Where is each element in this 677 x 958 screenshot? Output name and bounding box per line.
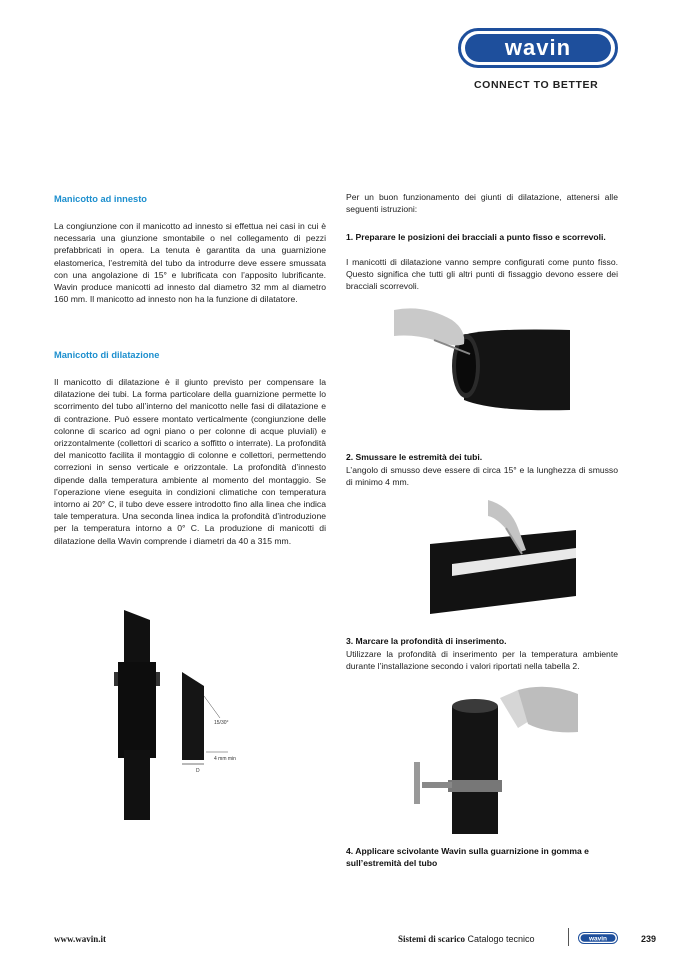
logo-text: wavin	[504, 35, 572, 60]
footer-logo-text: wavin	[588, 935, 608, 943]
footer-url[interactable]: www.wavin.it	[54, 934, 107, 944]
footer-catalog	[398, 934, 535, 944]
footer-wavin-logo	[578, 932, 618, 944]
angle-label: 15/30°	[214, 720, 229, 726]
intro-text: Per un buon funzionamento dei giunti di dilatazione, attenersi alle seguenti istruzioni:	[346, 192, 618, 215]
seal-right	[156, 672, 160, 686]
footer-catalog-bold: Sistemi di scarico	[398, 934, 465, 944]
photo-pipe-marking	[394, 300, 570, 418]
step-4-title: 4. Applicare scivolante Wavin sulla guarnizione in gomma e sull’estremità del tubo	[346, 846, 589, 869]
seal-left	[114, 672, 118, 686]
chamfer-pipe	[182, 672, 204, 760]
step-1-title: 1. Preparare le posizioni dei bracciali a punto fisso e scorrevoli.	[346, 232, 606, 242]
step-2-body: L’angolo di smusso deve essere di circa 15° e la lunghezza di smusso di minimo 4 mm.	[346, 465, 618, 488]
section-body-dilatazione: Il manicotto di dilatazione è il giunto previsto per compensare la dilatazione dei tubi. La forma particolare della guarnizione permette lo scorrimento del tubo all’interno del manicotto nelle fasi di dilatazione e di contrazione. Può essere montato verticalmente (congiunzione delle colonne di scarico ad ogni piano o per colonne di acque pluviali) e orizzontalmente (collettori di scarico a soffitto o interrate). La profondità del manicotto facilita il montaggio di colonne e collettori, permettendo correzioni in senso verticale e orizzontale. La profondità d’innesto dipende dalla temperatura ambiente al momento del montaggio. Se l’operazione viene eseguita in condizioni climatiche con temperatura intorno ai 20° C, il tubo deve essere introdotto fino alla linea che indica tale temperatura. Una seconda linea indica la profondità d’introduzione per la temperatura intorno a 0° C. La produzione di manicotti di dilatazione della Wavin comprende i diametri da 40 a 315 mm.	[54, 377, 326, 546]
footer-separator	[568, 928, 569, 946]
step-3-title: 3. Marcare la profondità di inserimento.	[346, 636, 507, 646]
expansion-joint-diagram	[110, 600, 250, 830]
photo-lubricant-spray	[408, 684, 578, 834]
page-number: 239	[641, 934, 657, 944]
length-label: 4 mm min	[214, 756, 236, 762]
socket	[118, 662, 156, 758]
section-heading-innesto: Manicotto ad innesto	[54, 194, 147, 204]
step-2-title: 2. Smussare le estremità dei tubi.	[346, 452, 483, 462]
step-1-body: I manicotti di dilatazione vanno sempre configurati come punto fisso. Questo significa che tutti gli altri punti di fissaggio devono essere dei bracciali scorrevoli.	[346, 257, 618, 292]
section-body-innesto: La congiunzione con il manicotto ad innesto si effettua nei casi in cui è necessaria una giunzione smontabile o nel collegamento di pezzi prefabbricati in opera. La tenuta è garantita da una guarnizione elastomerica, l’estremità del tubo da introdurre deve essere smussata con una angolazione di 15° e lubrificata con l’apposito lubrificante. Wavin produce manicotti ad innesto dal diametro 32 mm al diametro 160 mm. Il manicotto ad innesto non ha la funzione di dilatatore.	[54, 221, 326, 305]
tagline: CONNECT TO BETTER	[474, 79, 599, 91]
step-3-body: Utilizzare la profondità di inserimento per la temperatura ambiente durante l’installazione secondo i valori riportati nella tabella 2.	[346, 649, 618, 672]
footer-catalog-rest: Catalogo tecnico	[467, 934, 535, 944]
lower-pipe	[124, 750, 150, 820]
wavin-logo	[458, 28, 618, 68]
diameter-label: D	[196, 768, 200, 774]
photo-pipe-chamfer	[430, 500, 576, 618]
upper-pipe	[124, 610, 150, 670]
section-heading-dilatazione: Manicotto di dilatazione	[54, 350, 160, 360]
